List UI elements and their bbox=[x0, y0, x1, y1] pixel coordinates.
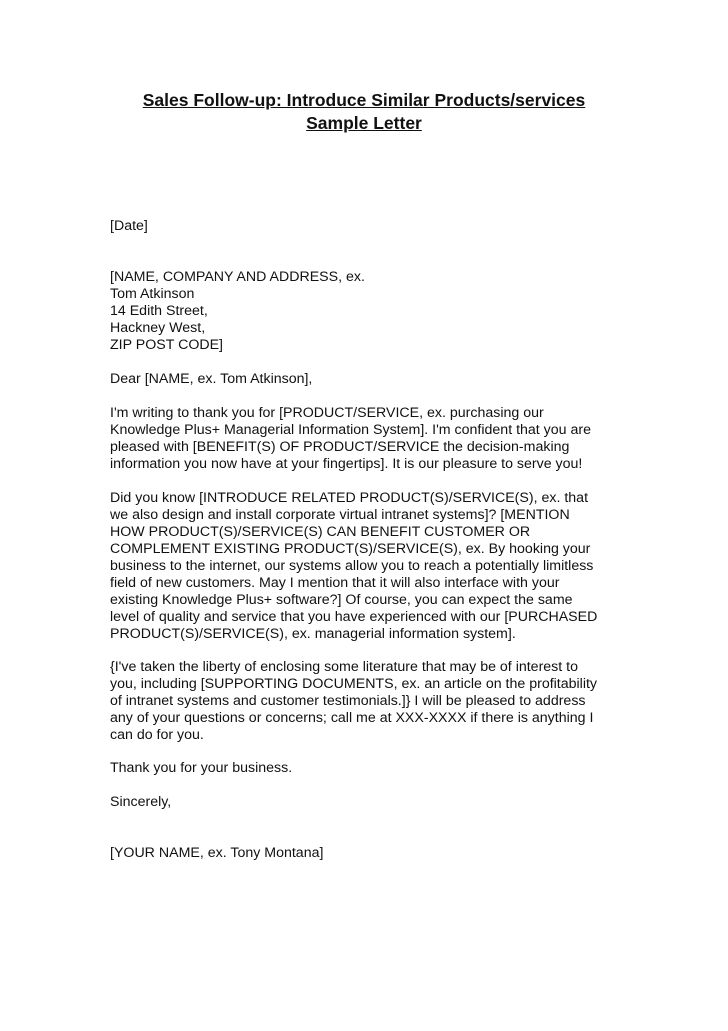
paragraph-thanks bbox=[110, 405, 630, 473]
paragraph-line: you, including [SUPPORTING DOCUMENTS, ex. an article on the profitability bbox=[110, 676, 598, 692]
paragraph-line: pleased with [BENEFIT(S) OF PRODUCT/SERVICE the decision-making bbox=[110, 439, 570, 455]
paragraph-line: information you now have at your fingertips]. It is our pleasure to serve you! bbox=[110, 456, 583, 472]
paragraph-line: business to the internet, our systems allow you to reach a potentially limitless bbox=[110, 558, 594, 574]
paragraph-line: can do for you. bbox=[110, 727, 204, 743]
closing-line: Sincerely, bbox=[110, 794, 172, 810]
paragraph-enclosures bbox=[110, 659, 630, 744]
paragraph-line: HOW PRODUCT(S)/SERVICE(S) CAN BENEFIT CUSTOMER OR bbox=[110, 524, 531, 540]
paragraph-line: of intranet systems and customer testimonials.]} I will be pleased to address bbox=[110, 693, 586, 709]
signature-line: [YOUR NAME, ex. Tony Montana] bbox=[110, 845, 324, 861]
recipient-address bbox=[110, 269, 630, 354]
thanks-line: Thank you for your business. bbox=[110, 760, 293, 776]
paragraph-introduce-products bbox=[110, 490, 630, 643]
address-line: Tom Atkinson bbox=[110, 286, 195, 302]
paragraph-line: field of new customers. May I mention that it will also interface with your bbox=[110, 575, 560, 591]
address-line: 14 Edith Street, bbox=[110, 303, 208, 319]
date-line: [Date] bbox=[110, 218, 148, 234]
salutation: Dear [NAME, ex. Tom Atkinson], bbox=[110, 371, 313, 387]
paragraph-line: existing Knowledge Plus+ software?] Of course, you can expect the same bbox=[110, 592, 573, 608]
title-line-1: Sales Follow-up: Introduce Similar Products/services bbox=[142, 90, 586, 110]
paragraph-line: level of quality and service that you have experienced with our [PURCHASED bbox=[110, 609, 598, 625]
title-line-2: Sample Letter bbox=[306, 113, 422, 133]
paragraph-line: Did you know [INTRODUCE RELATED PRODUCT(S)/SERVICE(S), ex. that bbox=[110, 490, 589, 506]
paragraph-line: Knowledge Plus+ Managerial Information System]. I'm confident that you are bbox=[110, 422, 592, 438]
paragraph-line: any of your questions or concerns; call me at XXX-XXXX if there is anything I bbox=[110, 710, 594, 726]
address-line: [NAME, COMPANY AND ADDRESS, ex. bbox=[110, 269, 365, 285]
document-title bbox=[0, 89, 728, 135]
paragraph-line: PRODUCT(S)/SERVICE(S), ex. managerial information system]. bbox=[110, 626, 516, 642]
paragraph-line: we also design and install corporate virtual intranet systems]? [MENTION bbox=[110, 507, 570, 523]
paragraph-line: {I've taken the liberty of enclosing some literature that may be of interest to bbox=[110, 659, 578, 675]
address-line: Hackney West, bbox=[110, 320, 206, 336]
paragraph-line: COMPLEMENT EXISTING PRODUCT(S)/SERVICE(S), ex. By hooking your bbox=[110, 541, 591, 557]
address-line: ZIP POST CODE] bbox=[110, 337, 224, 353]
paragraph-line: I'm writing to thank you for [PRODUCT/SERVICE, ex. purchasing our bbox=[110, 405, 544, 421]
